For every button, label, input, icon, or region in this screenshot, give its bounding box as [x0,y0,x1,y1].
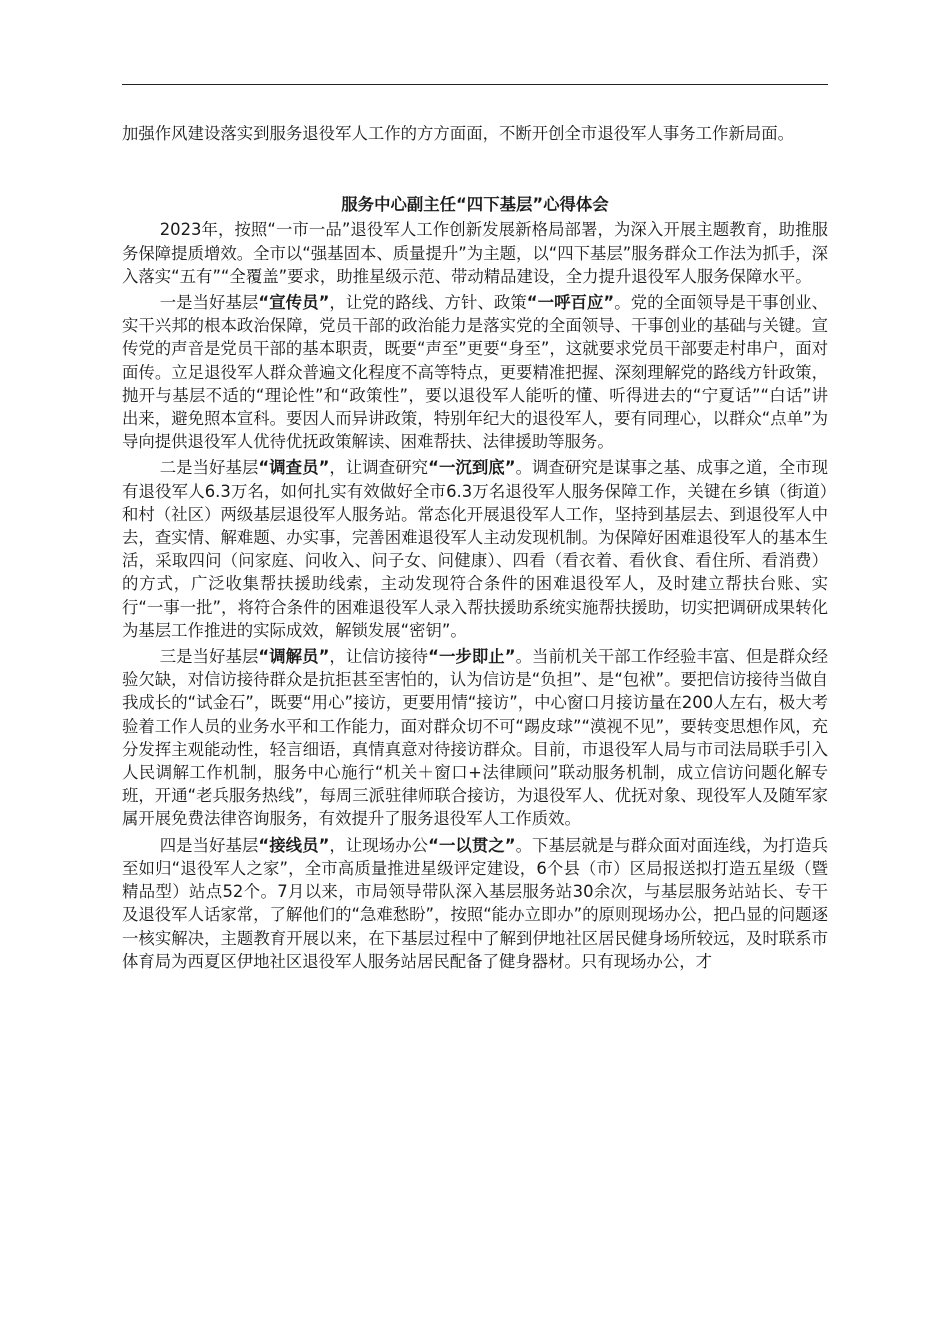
section-paragraph-3 [122,645,828,831]
title-highlight: “四下基层” [456,195,544,215]
section-paragraph-1 [122,291,828,453]
section-lead-middle: ，让党的路线、方针、政策 [329,293,527,313]
intro-paragraph: 2023年，按照“一市一品”退役军人工作创新发展新格局部署，为深入开展主题教育，助推服务保障提质增效。全市以“强基固本、质量提升”为主题，以“四下基层”服务群众工作法为抓手，深入落实“五有”“全覆盖”要求，助推星级示范、带动精品建设，全力提升退役军人服务保障水平。 [122,220,828,286]
continuation-paragraph: 加强作风建设落实到服务退役军人工作的方方面面，不断开创全市退役军人事务工作新局面。 [122,124,795,143]
header-rule [122,84,828,85]
section-lead-middle: ，让现场办公 [329,835,429,855]
section-paragraph-2 [122,456,828,642]
section-role: “接线员” [258,835,330,855]
section-role: “调解员” [258,647,330,667]
section-lead-prefix: 三是当好基层 [159,647,259,667]
section-goal: “一以贯之” [428,835,516,855]
document-body [122,122,828,973]
title-prefix: 服务中心副主任 [341,195,457,215]
section-body: 。调查研究是谋事之基、成事之道，全市现有退役军人6.3万名，如何扎实有效做好全市6.3万名退役军人服务保障工作，关键在乡镇（街道）和村（社区）两级基层退役军人服务站。常态化开展退役军人工作，坚持到基层去、到退役军人中去，查实情、解难题、办实事，完善困难退役军人主动发现机制。为保障好困难退役军人的基本生活，采取四问（问家庭、问收入、问子女、问健康）、四看（看衣着、看伙食、看住所、看消费）的方式，广泛收集帮扶援助线索，主动发现符合条件的困难退役军人，及时建立帮扶台账、实行“一事一批”，将符合条件的困难退役军人录入帮扶援助系统实施帮扶援助，切实把调研成果转化为基层工作推进的实际成效，解锁发展“密钥”。 [122,458,829,640]
section-lead-middle: ，让调查研究 [329,458,429,478]
section-goal: “一沉到底” [428,458,516,478]
section-role: “调查员” [258,458,330,478]
document-title [122,193,828,216]
section-paragraph-4 [122,834,828,973]
section-goal: “一呼百应” [526,293,615,313]
section-goal: “一步即止” [428,647,516,667]
section-lead-prefix: 二是当好基层 [159,458,259,478]
section-lead-middle: ，让信访接待 [329,647,429,667]
section-role: “宣传员” [258,293,330,313]
section-lead-prefix: 一是当好基层 [159,293,259,313]
title-suffix: 心得体会 [543,195,609,215]
section-body: 。当前机关干部工作经验丰富、但是群众经验欠缺，对信访接待群众是抗拒甚至害怕的，认为信访是“负担”、是“包袱”。要把信访接待当做自我成长的“试金石”，既要“用心”接访，更要用情“接访”，中心窗口月接访量在200人左右，极大考验着工作人员的业务水平和工作能力，面对群众切不可“踢皮球”“漠视不见”，要转变思想作风，充分发挥主观能动性，轻言细语，真情真意对待接访群众。目前，市退役军人局与市司法局联手引入人民调解工作机制，服务中心施行“机关＋窗口+法律顾问”联动服务机制，成立信访问题化解专班，开通“老兵服务热线”，每周三派驻律师联合接访，为退役军人、优抚对象、现役军人及随军家属开展免费法律咨询服务，有效提升了服务退役军人工作质效。 [122,647,829,829]
section-lead-prefix: 四是当好基层 [159,835,259,855]
section-body: 。党的全面领导是干事创业、实干兴邦的根本政治保障，党员干部的政治能力是落实党的全面领导、干事创业的基础与关键。宣传党的声音是党员干部的基本职责，既要“声至”更要“身至”，这就要求党员干部要走村串户，面对面传。立足退役军人群众普遍文化程度不高等特点，更要精准把握、深刻理解党的路线方针政策，抛开与基层不适的“理论性”和“政策性”，要以退役军人能听的懂、听得进去的“宁夏话”“白话”讲出来，避免照本宣科。要因人而异讲政策，特别年纪大的退役军人，要有同理心，以群众“点单”为导向提供退役军人优待优抚政策解读、困难帮扶、法律援助等服务。 [122,293,829,452]
section-body: 。下基层就是与群众面对面连线，为打造兵至如归“退役军人之家”，全市高质量推进星级评定建设，6个县（市）区局报送拟打造五星级（暨精品型）站点52个。7月以来，市局领导带队深入基层服务站30余次，与基层服务站站长、专干及退役军人话家常，了解他们的“急难愁盼”，按照“能办立即办”的原则现场办公，把凸显的问题逐一核实解决，主题教育开展以来，在下基层过程中了解到伊地社区居民健身场所较远，及时联系市体育局为西夏区伊地社区退役军人服务站居民配备了健身器材。只有现场办公，才 [122,835,829,971]
